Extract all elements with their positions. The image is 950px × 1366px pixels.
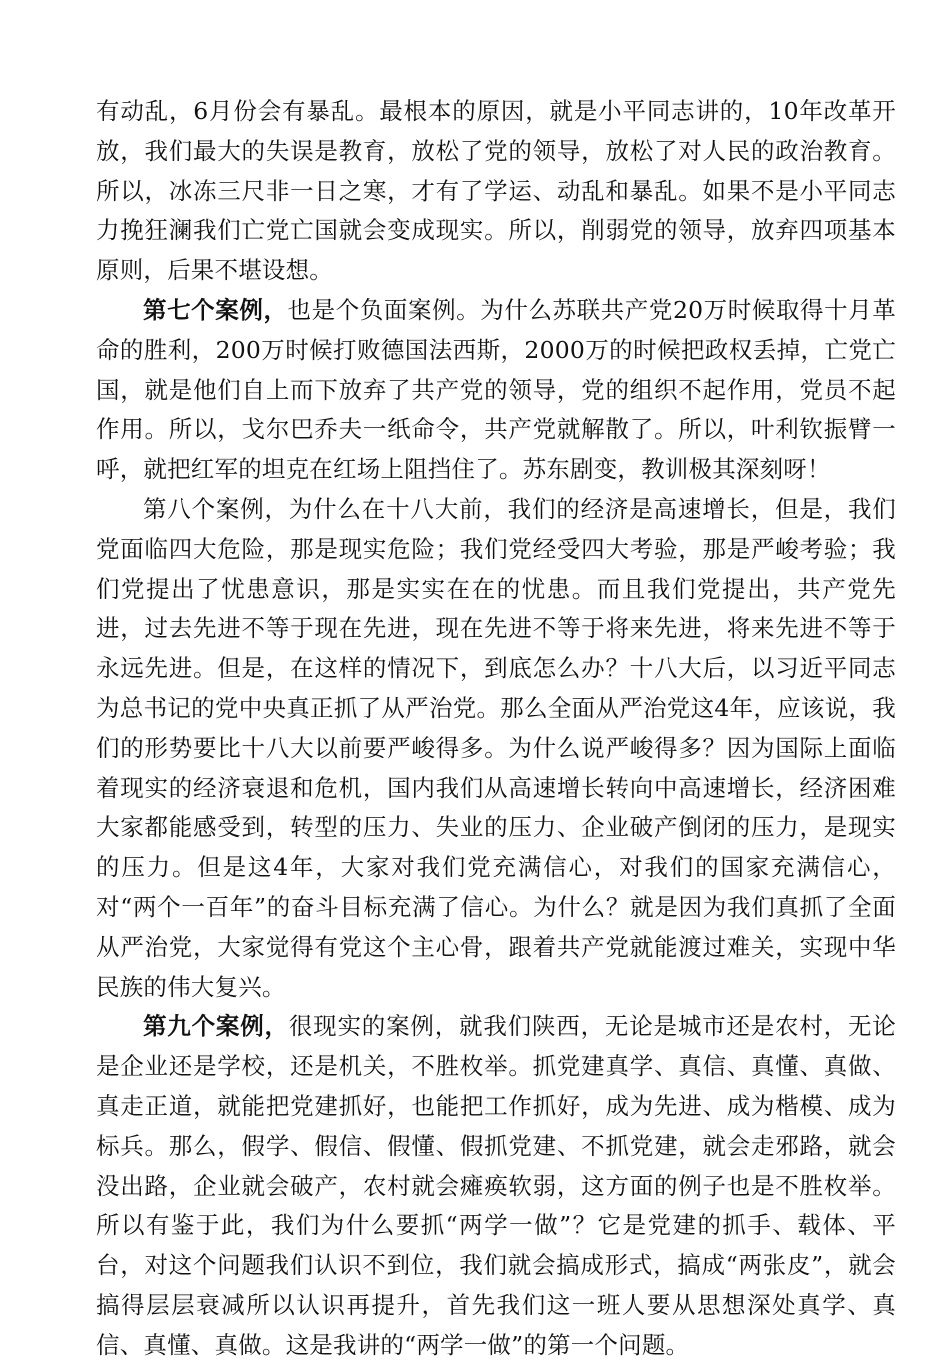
case-heading: 第九个案例， [143, 1012, 289, 1041]
paragraph-text: 第八个案例，为什么在十八大前，我们的经济是高速增长，但是，我们党面临四大危险，那是现实危险；我们党经受四大考验，那是严峻考验；我们党提出了忧患意识，那是实实在在的忧患。而且我们党提出，共产党先进，过去先进不等于现在先进，现在先进不等于将来先进，将来先进不等于永远先进。但是，在这样的情况下，到底怎么办？十八大后，以习近平同志为总书记的党中央真正抓了从严治党。那么全面从严治党这4年，应该说，我们的形势要比十八大以前要严峻得多。为什么说严峻得多？因为国际上面临着现实的经济衰退和危机，国内我们从高速增长转向中高速增长，经济困难大家都能感受到，转型的压力、失业的压力、企业破产倒闭的压力，是现实的压力。但是这4年，大家对我们党充满信心，对我们的国家充满信心，对“两个一百年”的奋斗目标充满了信心。为什么？就是因为我们真抓了全面从严治党，大家觉得有党这个主心骨，跟着共产党就能渡过难关，实现中华民族的伟大复兴。 [96, 494, 896, 1001]
paragraph-text: 有动乱，6月份会有暴乱。最根本的原因，就是小平同志讲的，10年改革开放，我们最大的失误是教育，放松了党的领导，放松了对人民的政治教育。所以，冰冻三尺非一日之寒，才有了学运、动乱和暴乱。如果不是小平同志力挽狂澜我们亡党亡国就会变成现实。所以，削弱党的领导，放弃四项基本原则，后果不堪设想。 [96, 97, 896, 285]
document-body [96, 92, 896, 1366]
paragraph-case-seven [96, 291, 896, 490]
paragraph-case-nine [96, 1007, 896, 1365]
case-heading: 第七个案例， [143, 295, 288, 324]
paragraph-continuation [96, 92, 896, 291]
paragraph-case-eight [96, 490, 896, 1007]
paragraph-text: 很现实的案例，就我们陕西，无论是城市还是农村，无论是企业还是学校，还是机关，不胜枚举。抓党建真学、真信、真懂、真做、真走正道，就能把党建抓好，也能把工作抓好，成为先进、成为楷模、成为标兵。那么，假学、假信、假懂、假抓党建、不抓党建，就会走邪路，就会没出路，企业就会破产，农村就会瘫痪软弱，这方面的例子也是不胜枚举。所以有鉴于此，我们为什么要抓“两学一做”？它是党建的抓手、载体、平台，对这个问题我们认识不到位，我们就会搞成形式，搞成“两张皮”，就会搞得层层衰减所以认识再提升，首先我们这一班人要从思想深处真学、真信、真懂、真做。这是我讲的“两学一做”的第一个问题。 [96, 1012, 896, 1359]
paragraph-text: 也是个负面案例。为什么苏联共产党20万时候取得十月革命的胜利，200万时候打败德国法西斯，2000万的时候把政权丢掉，亡党亡国，就是他们自上而下放弃了共产党的领导，党的组织不起作用，党员不起作用。所以，戈尔巴乔夫一纸命令，共产党就解散了。所以，叶利钦振臂一呼，就把红军的坦克在红场上阻挡住了。苏东剧变，教训极其深刻呀！ [96, 295, 896, 484]
